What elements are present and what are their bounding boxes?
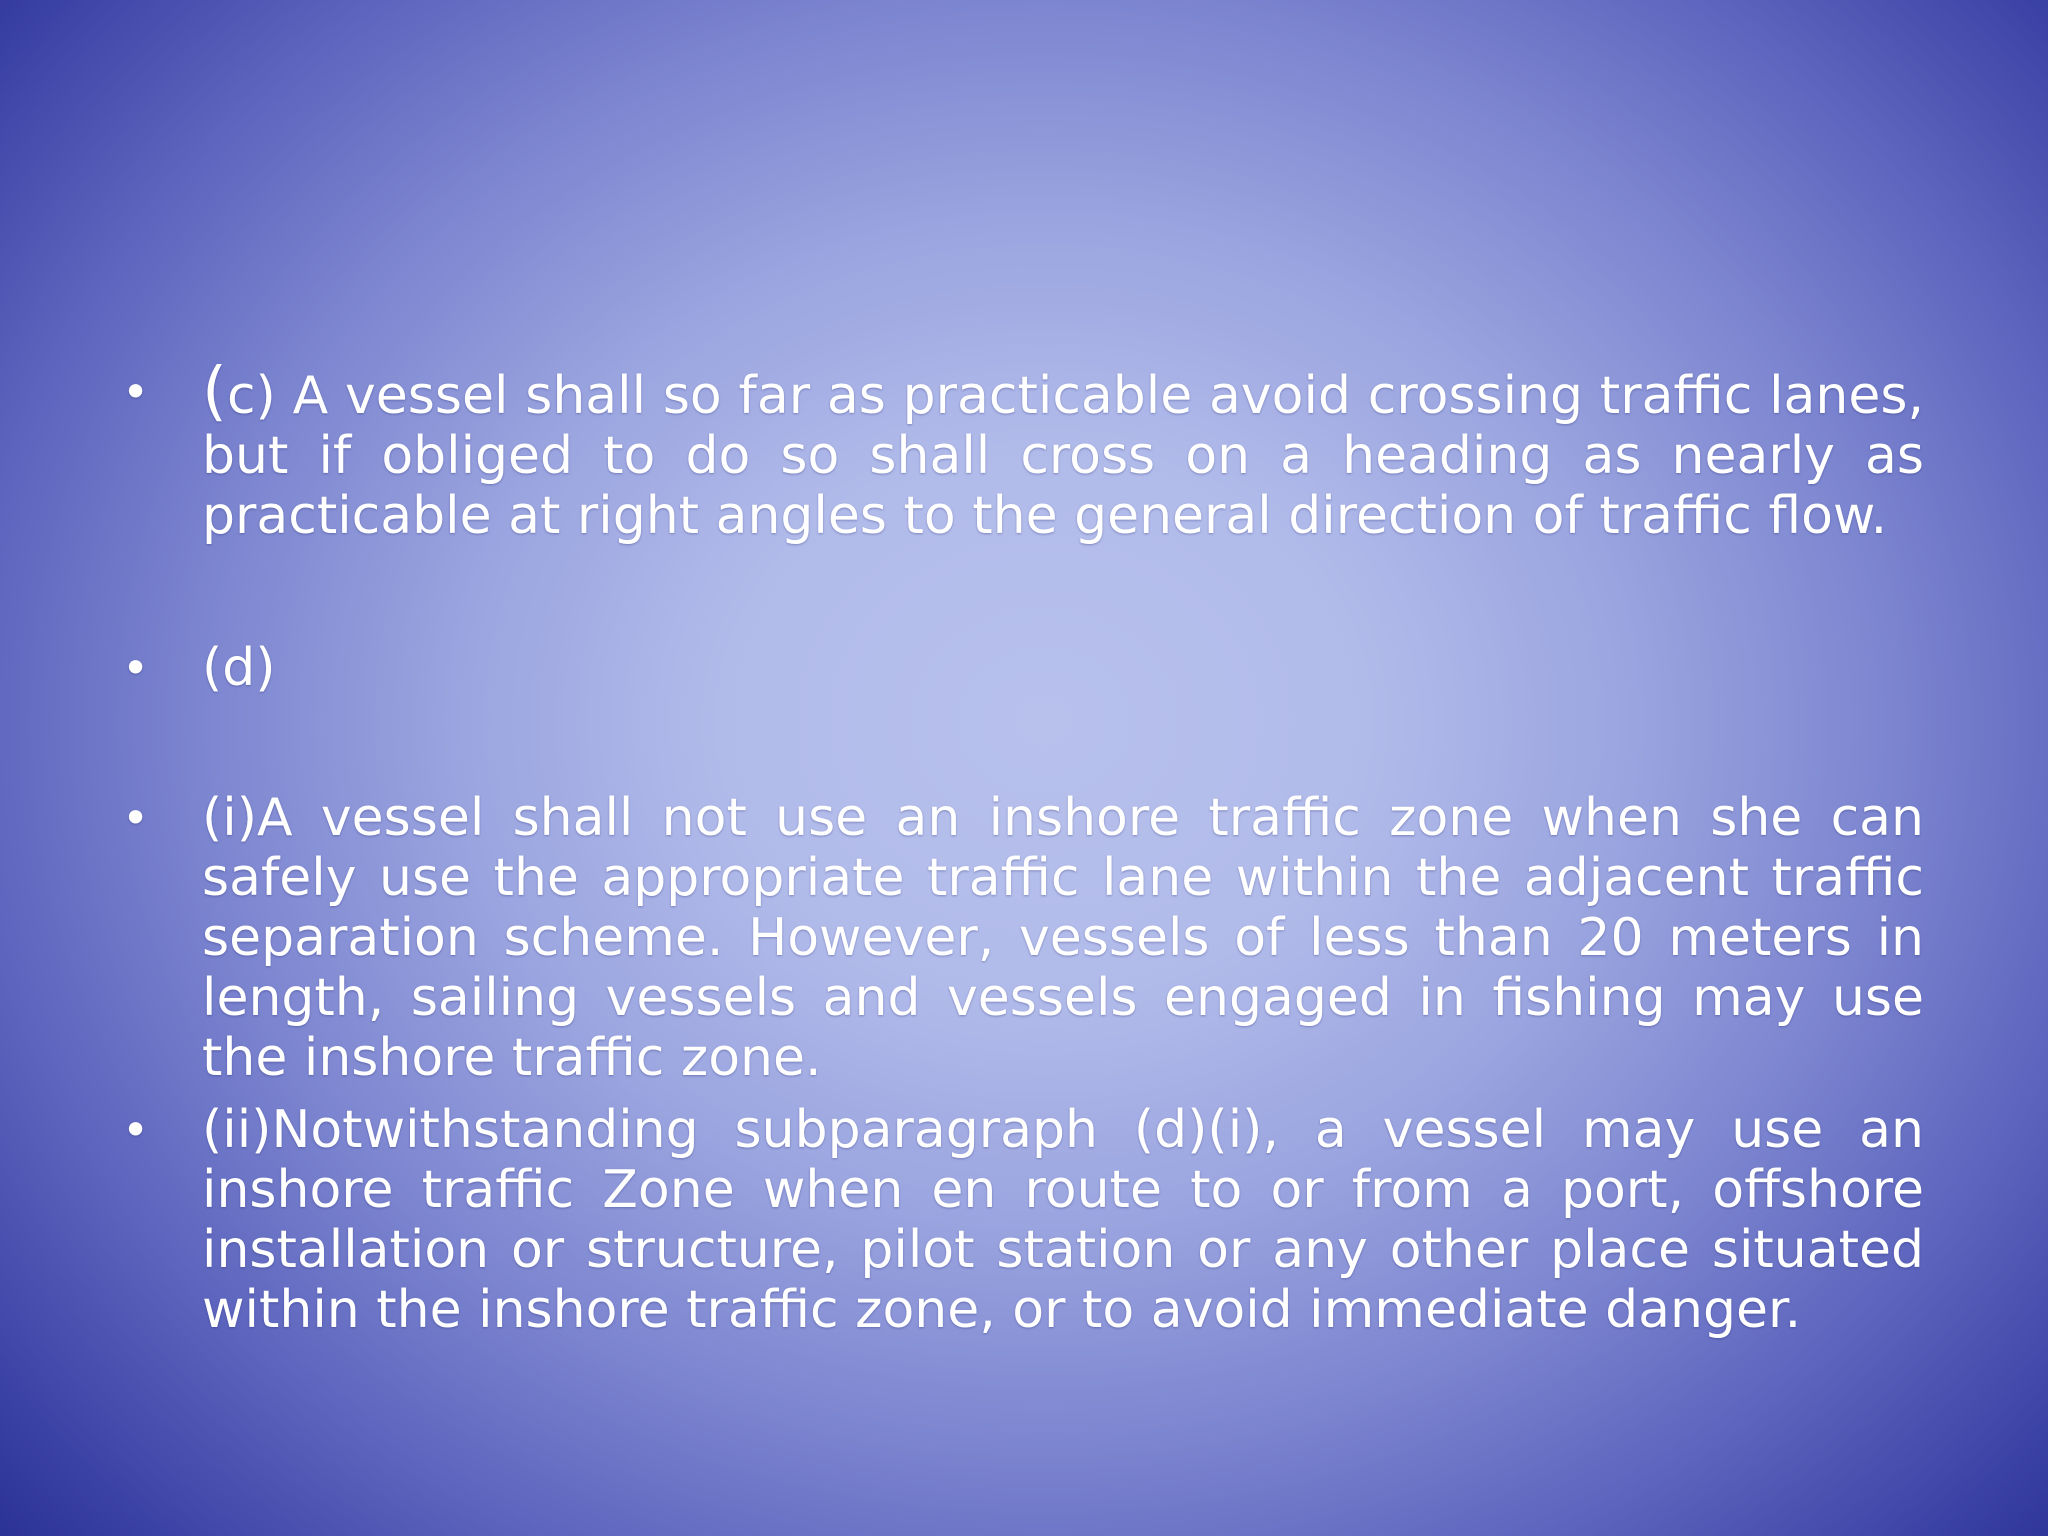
bullet-body: c) A vessel shall so far as practicable avoid crossing traffic lanes, but if obliged to do so shall cross on a heading as nearly as practicable at right angles to the general direction of traffic flow. xyxy=(202,366,1924,546)
bullet-icon: • xyxy=(122,365,150,419)
bullet-item-d xyxy=(118,638,1924,698)
bullet-text: (d) xyxy=(202,638,276,698)
bullet-open-paren: ( xyxy=(202,355,227,429)
bullet-text: (ii)Notwithstanding subparagraph (d)(i), a vessel may use an inshore traffic Zone when en route to or from a port, offshore installation or structure, pilot station or any other place situated within the inshore traffic zone, or to avoid immediate danger. xyxy=(202,1100,1924,1340)
bullet-text: (i)A vessel shall not use an inshore traffic zone when she can safely use the appropriate traffic lane within the adjacent traffic separation scheme. However, vessels of less than 20 meters in length, sailing vessels and vessels engaged in fishing may use the inshore traffic zone. xyxy=(202,788,1924,1088)
bullet-icon: • xyxy=(122,1103,150,1157)
bullet-icon: • xyxy=(122,791,150,845)
bullet-icon: • xyxy=(122,641,150,695)
bullet-item-d-i xyxy=(118,788,1924,1088)
bullet-list xyxy=(118,355,1924,1340)
bullet-item-c xyxy=(118,355,1924,546)
bullet-text xyxy=(202,355,1924,546)
bullet-item-d-ii xyxy=(118,1100,1924,1340)
